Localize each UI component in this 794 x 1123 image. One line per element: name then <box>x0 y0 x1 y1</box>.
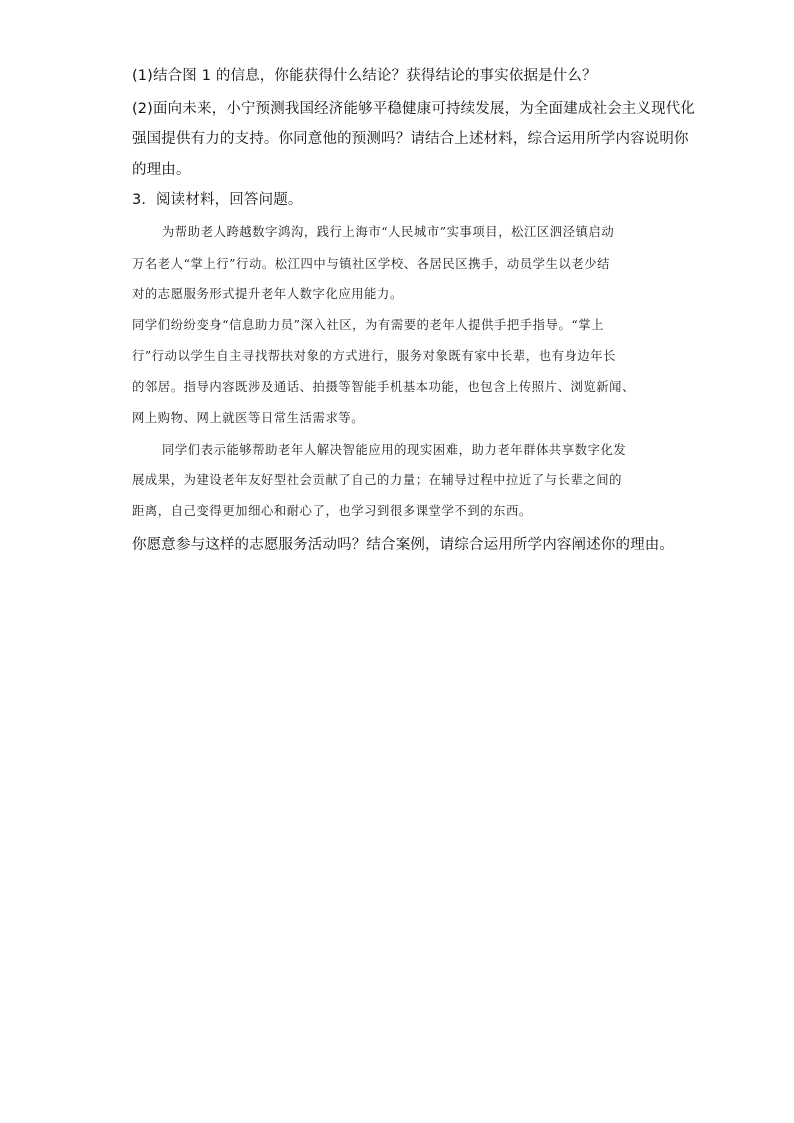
material-paragraph-2-line-2: 行”行动以学生自主寻找帮扶对象的方式进行，服务对象既有家中长辈，也有身边年长 <box>132 349 617 363</box>
material-paragraph-2-line-3: 的邻居。指导内容既涉及通话、拍摄等智能手机基本功能，也包含上传照片、浏览新闻、 <box>132 380 635 394</box>
question-3-heading: 3．阅读材料，回答问题。 <box>132 192 303 208</box>
question-2-sub-2-line-2: 强国提供有力的支持。你同意他的预测吗？请结合上述材料，综合运用所学内容说明你 <box>132 131 689 147</box>
material-paragraph-3-line-1: 同学们表示能够帮助老年人解决智能应用的现实困难，助力老年群体共享数字化发 <box>162 443 627 457</box>
question-2-sub-2-line-3: 的理由。 <box>132 162 191 178</box>
material-paragraph-2-line-4: 网上购物、网上就医等日常生活需求等。 <box>132 411 365 425</box>
material-paragraph-2-line-1: 同学们纷纷变身“信息助力员”深入社区，为有需要的老年人提供手把手指导。“掌上 <box>132 318 605 332</box>
material-paragraph-1-line-1: 为帮助老人跨越数字鸿沟，践行上海市“人民城市”实事项目，松江区泗泾镇启动 <box>162 225 615 239</box>
question-3-prompt: 你愿意参与这样的志愿服务活动吗？结合案例，请综合运用所学内容阐述你的理由。 <box>132 537 675 553</box>
material-paragraph-3-line-3: 距离，自己变得更加细心和耐心了，也学习到很多课堂学不到的东西。 <box>132 504 532 518</box>
question-2-sub-2-line-1: (2)面向未来，小宁预测我国经济能够平稳健康可持续发展，为全面建成社会主义现代化 <box>132 101 696 117</box>
material-paragraph-1-line-3: 对的志愿服务形式提升老年人数字化应用能力。 <box>132 287 403 301</box>
question-2-sub-1: (1)结合图 1 的信息，你能获得什么结论？获得结论的事实依据是什么？ <box>132 68 597 84</box>
material-paragraph-3-line-2: 展成果，为建设老年友好型社会贡献了自己的力量；在辅导过程中拉近了与长辈之间的 <box>132 473 623 487</box>
material-paragraph-1-line-2: 万名老人“掌上行”行动。松江四中与镇社区学校、各居民区携手，动员学生以老少结 <box>132 257 611 271</box>
